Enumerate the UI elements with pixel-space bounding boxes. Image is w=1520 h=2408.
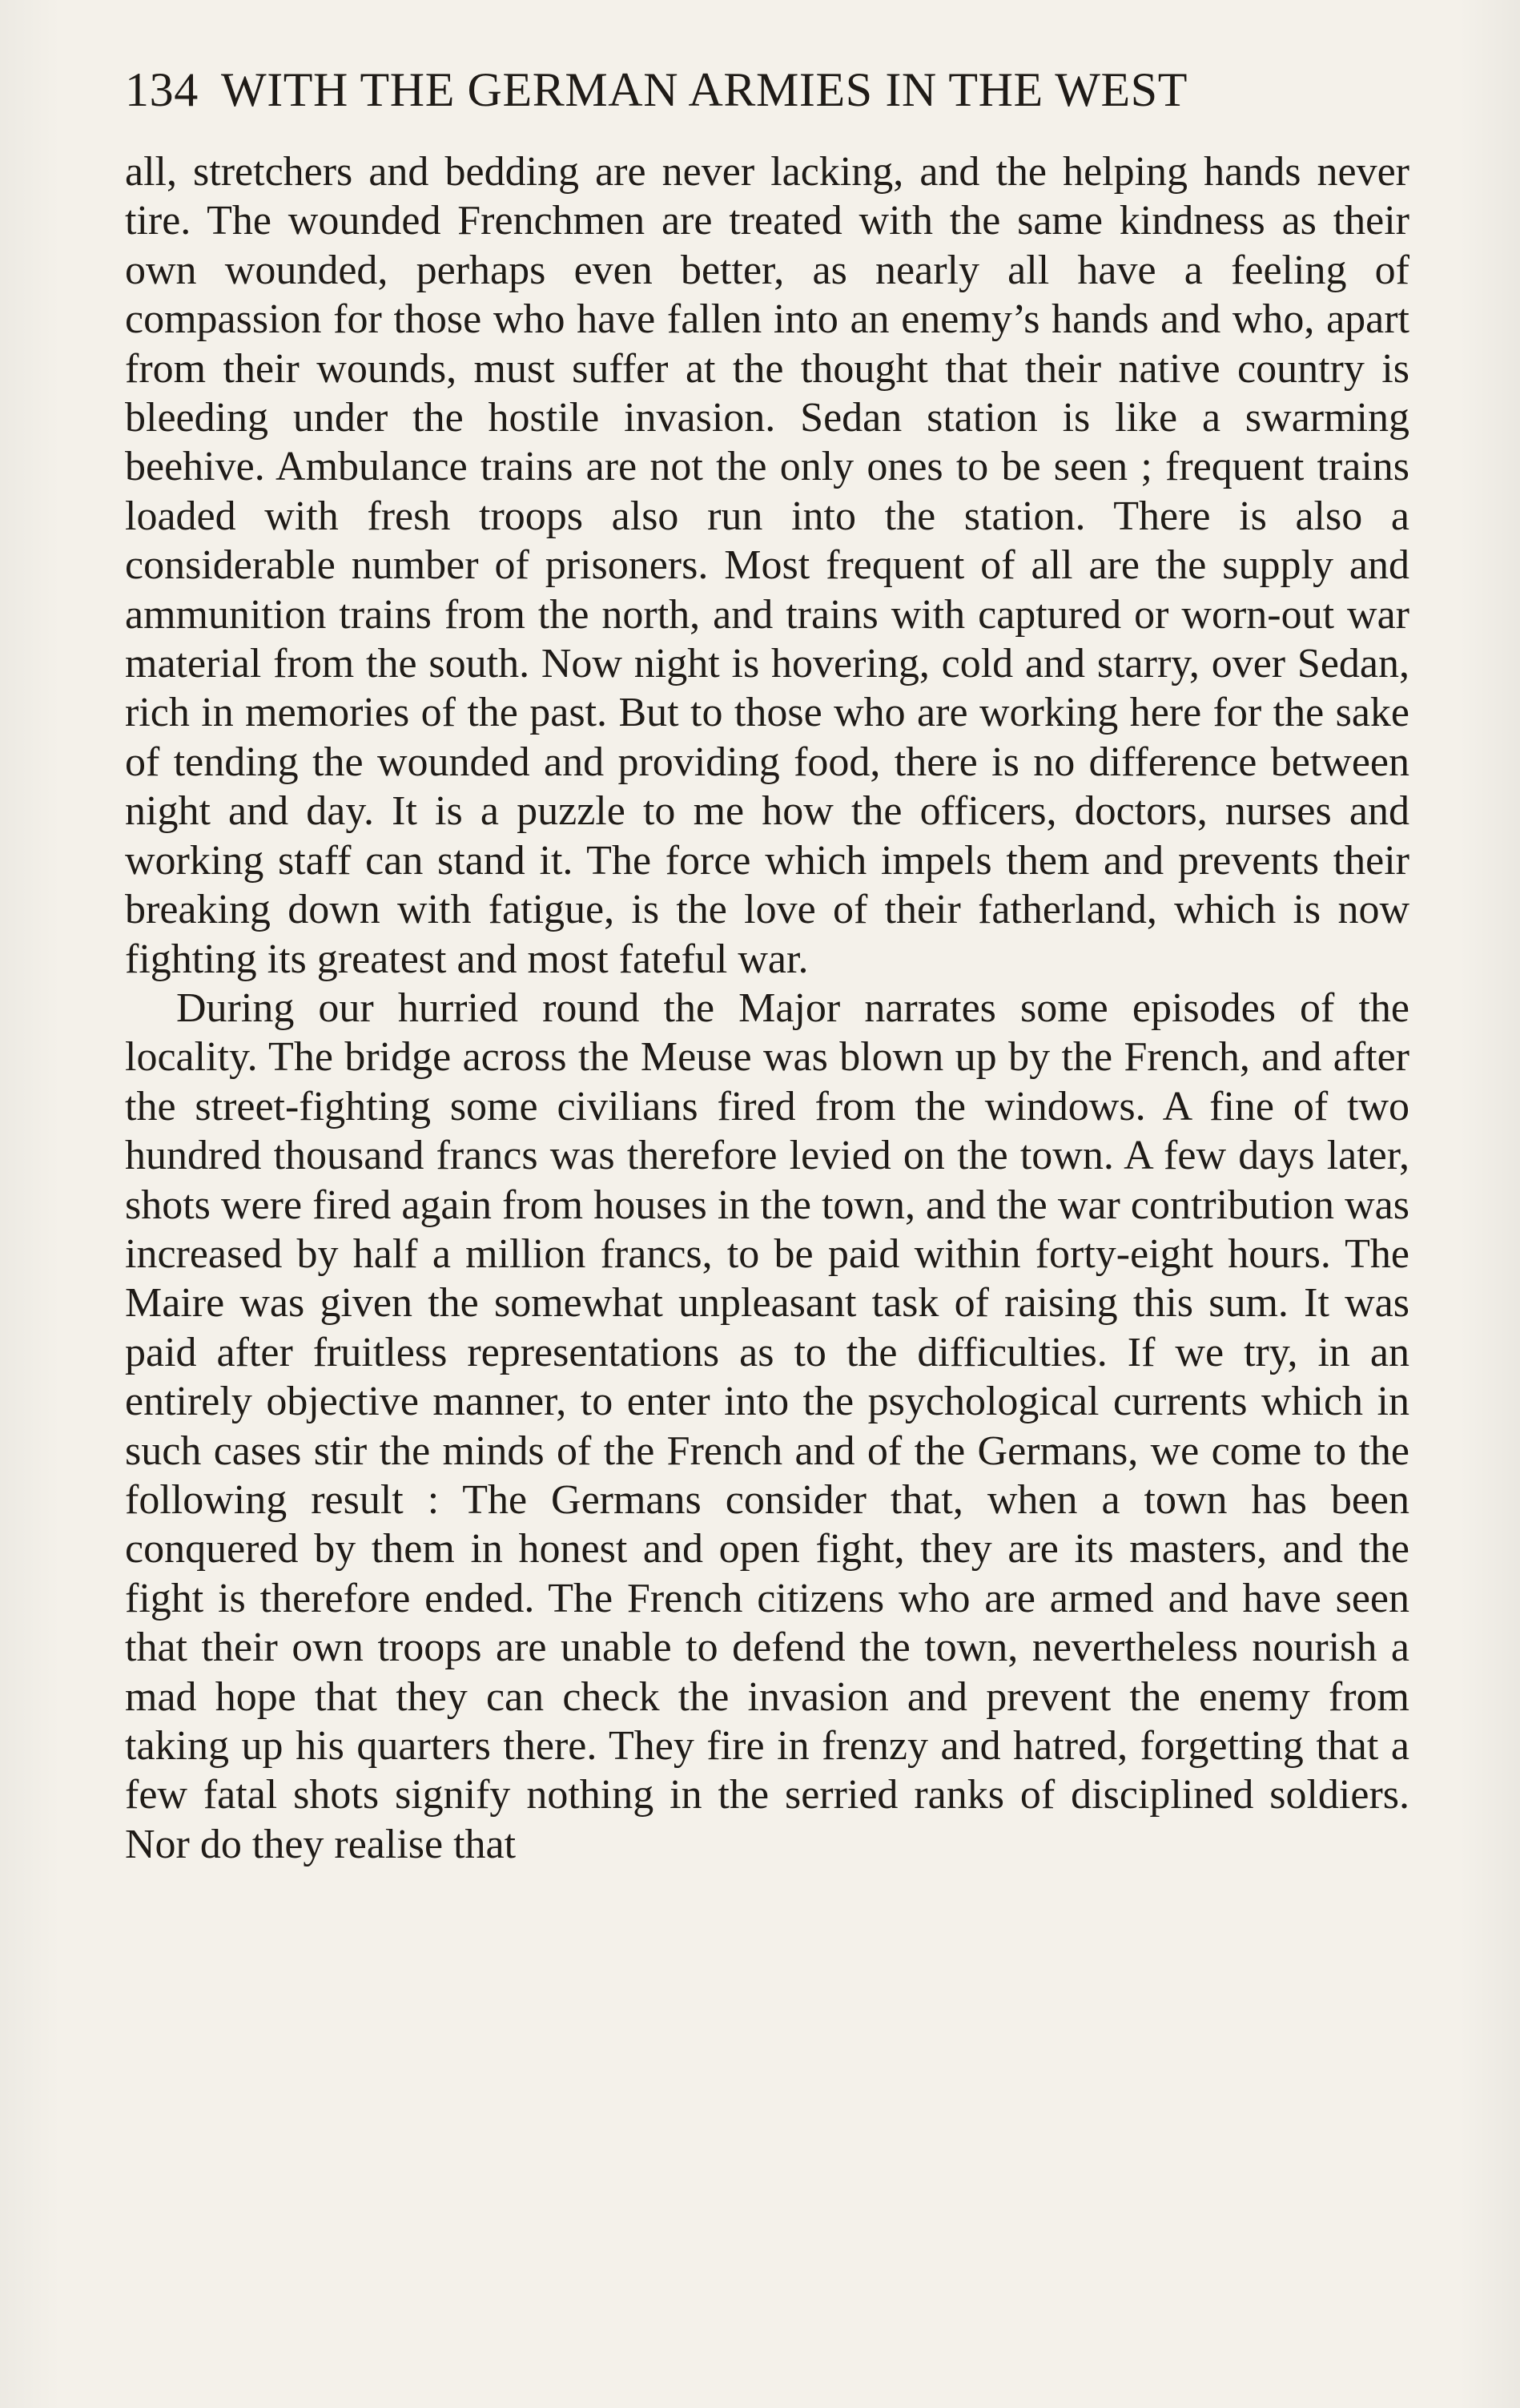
paragraph-1: all, stretchers and bedding are never lacking, and the helping hands never tire. The wounded Frenchmen are treated with the same kindness as their own wounded, perhaps even better, as nearly all have a feeling of compassion for those who have fallen into an enemy’s hands and who, apart from their wounds, must suffer at the thought that their native country is bleeding under the hostile invasion. Sedan station is like a swarming beehive. Ambulance trains are not the only ones to be seen ; frequent trains loaded with fresh troops also run into the station. There is also a considerable number of prisoners. Most frequent of all are the supply and ammunition trains from the north, and trains with captured or worn-out war material from the south. Now night is hovering, cold and starry, over Sedan, rich in memories of the past. But to those who are working here for the sake of tending the wounded and providing food, there is no difference between night and day. It is a puzzle to me how the officers, doctors, nurses and working staff can stand it. The force which impels them and prevents their breaking down with fatigue, is the love of their fatherland, which is now fighting its greatest and most fateful war. [125, 149, 1409, 982]
page-header [125, 63, 1329, 122]
page-number: 134 [125, 63, 199, 116]
page-text [125, 147, 1409, 1869]
running-head: WITH THE GERMAN ARMIES IN THE WEST [221, 63, 1188, 116]
paragraph-2: During our hurried round the Major narrates some episodes of the locality. The bridge across the Meuse was blown up by the French, and after the street-fighting some civilians fired from the windows. A fine of two hundred thousand francs was therefore levied on the town. A few days later, shots were fired again from houses in the town, and the war contribution was increased by half a million francs, to be paid within forty-eight hours. The Maire was given the somewhat unpleasant task of raising this sum. It was paid after fruitless representations as to the difficulties. If we try, in an entirely objective manner, to enter into the psychological currents which in such cases stir the minds of the French and of the Germans, we come to the following result : The Germans consider that, when a town has been conquered by them in honest and open fight, they are its masters, and the fight is therefore ended. The French citizens who are armed and have seen that their own troops are unable to defend the town, nevertheless nourish a mad hope that they can check the invasion and prevent the enemy from taking up his quarters there. They fire in frenzy and hatred, forgetting that a few fatal shots signify nothing in the serried ranks of disciplined soldiers. Nor do they realise that [125, 985, 1409, 1867]
